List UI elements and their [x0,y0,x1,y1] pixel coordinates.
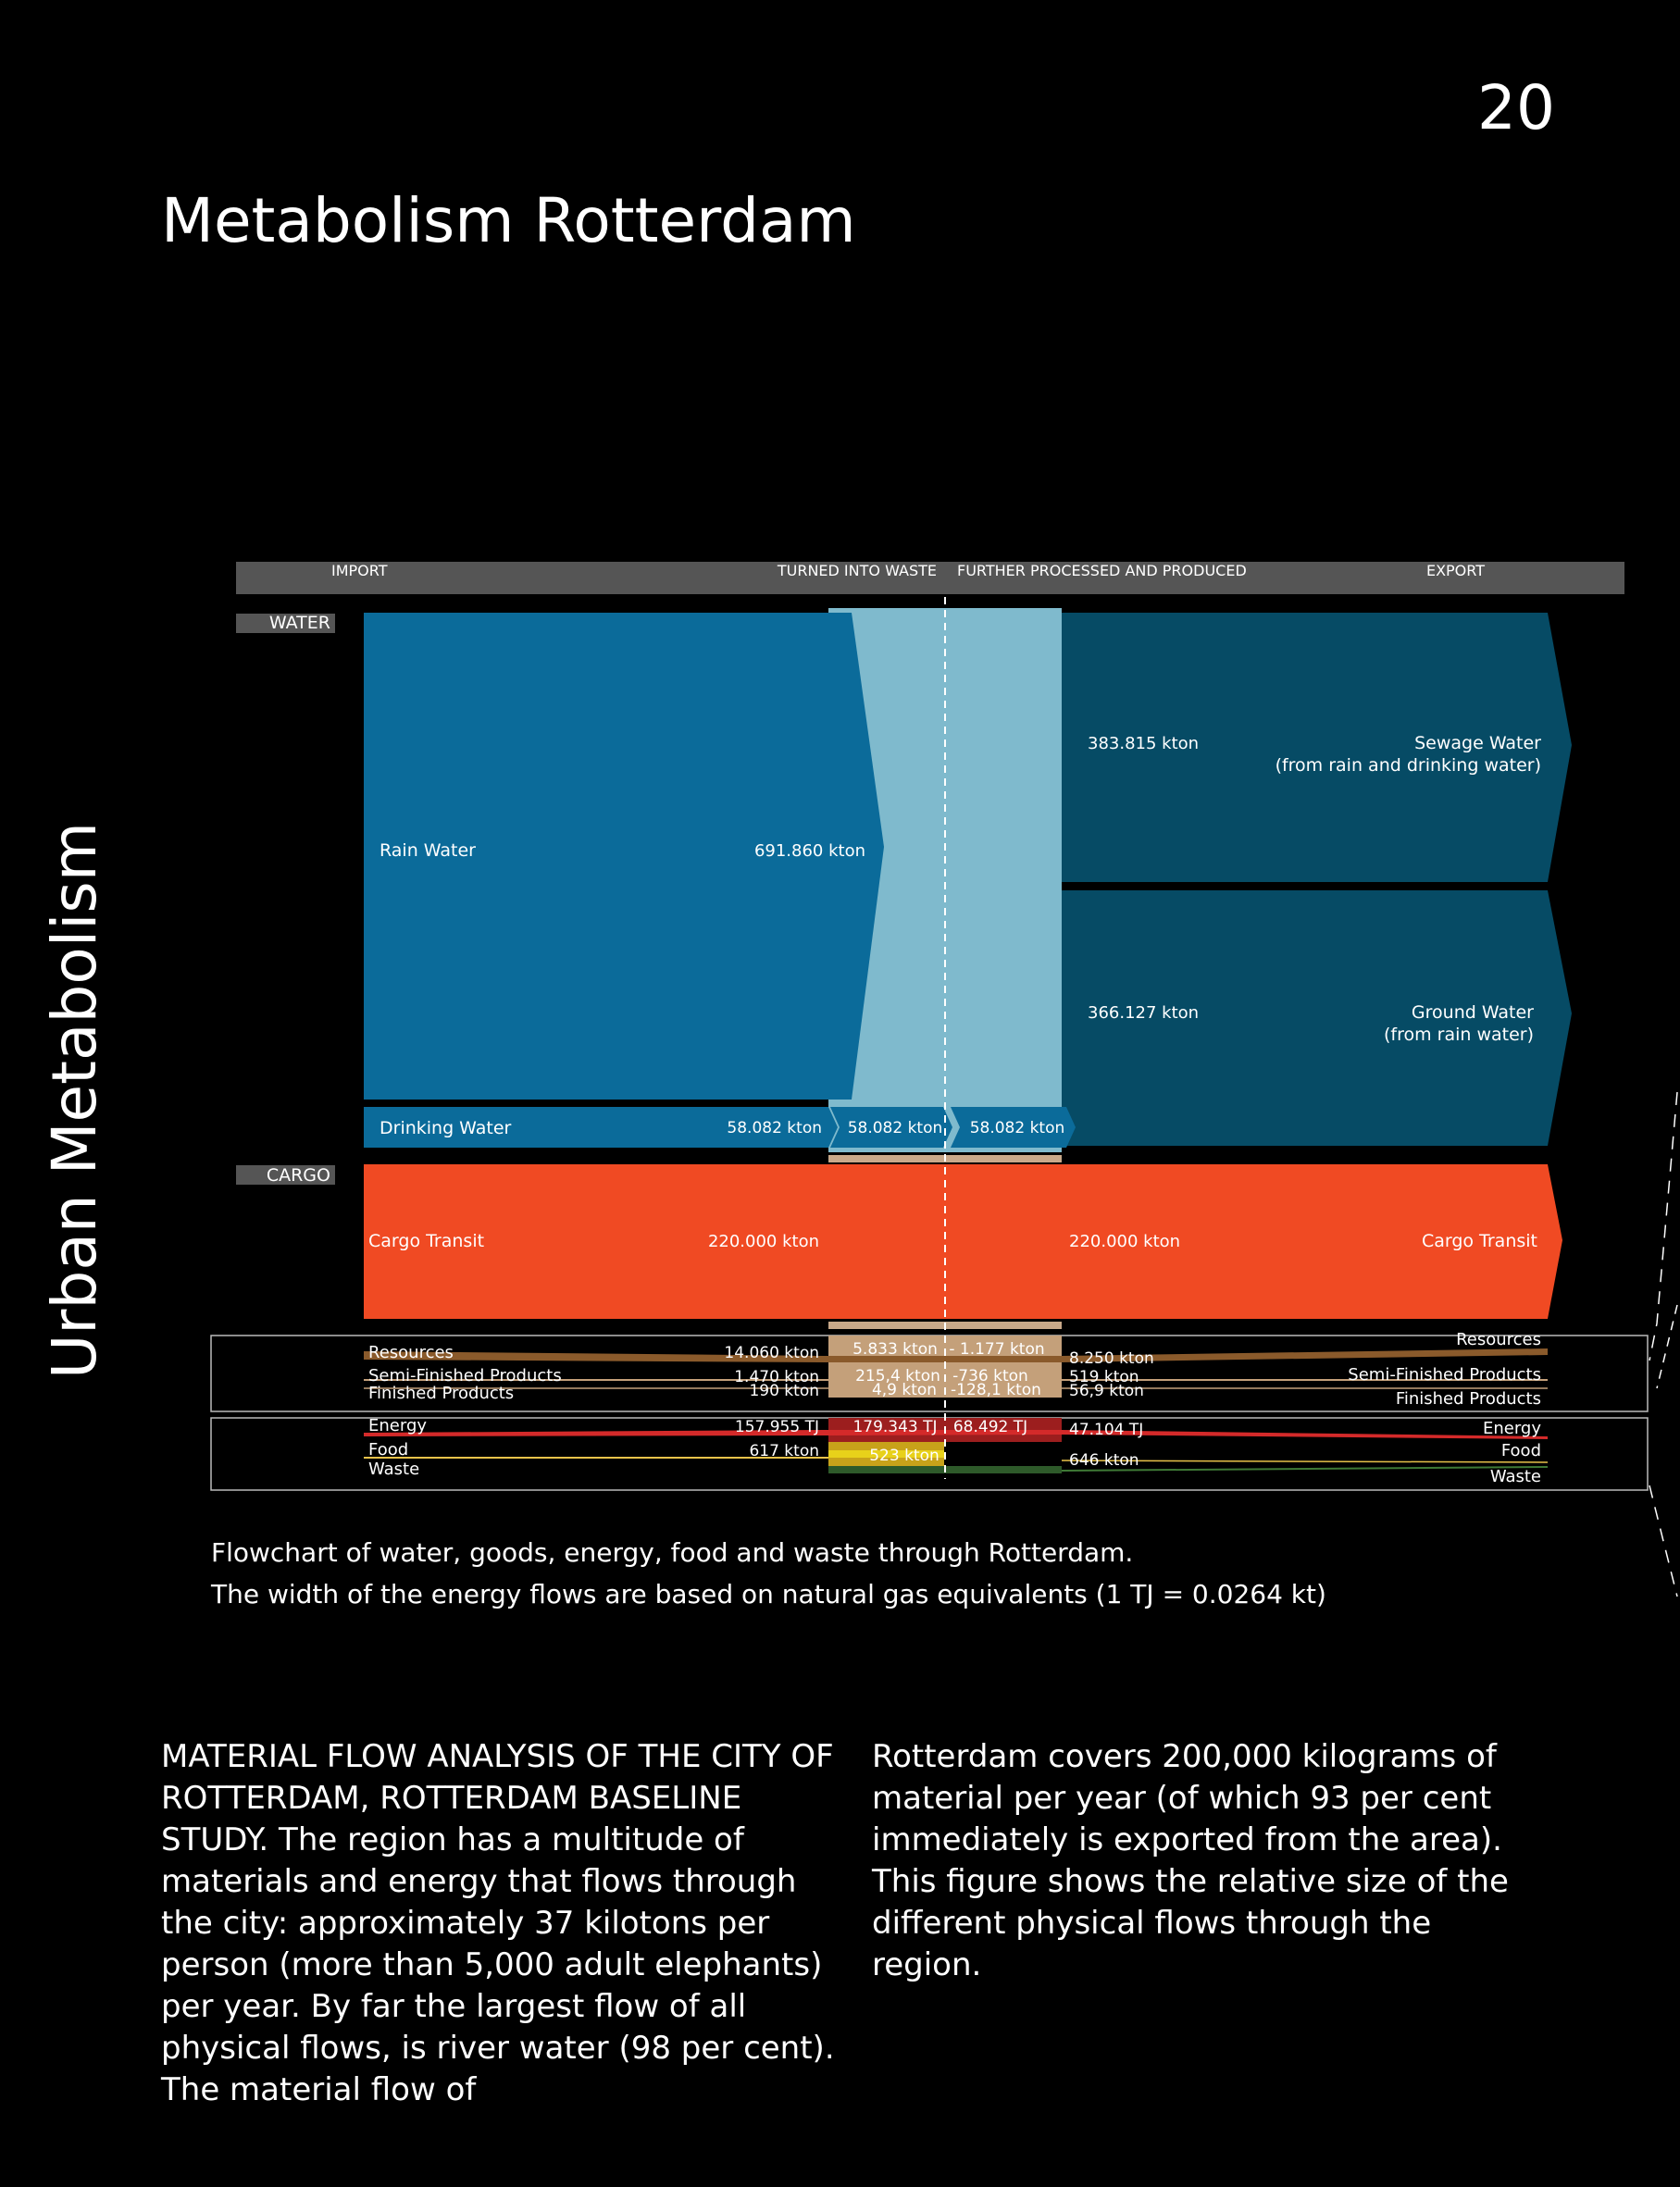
food-label: Food [368,1440,409,1460]
header-further-processed: FURTHER PROCESSED AND PRODUCED [957,562,1247,579]
sewage-water-label: Sewage Water [1414,733,1541,753]
energy-waste-value: 179.343 TJ [852,1418,938,1436]
rain-water-value: 691.860 kton [753,841,865,861]
food-import-value: 617 kton [749,1442,819,1460]
resources-waste-value: 5.833 kton [852,1340,938,1359]
connector-dashes-lower [1649,1485,1677,1597]
header-export: EXPORT [1425,562,1485,579]
ground-water-label: Ground Water [1411,1002,1534,1023]
cargo-import-value: 220.000 kton [707,1232,819,1251]
food-waste-value: 523 kton [869,1447,940,1465]
finished-import-value: 190 kton [749,1382,819,1400]
connector-dashes-mid [1657,1305,1677,1388]
ground-water-sublabel: (from rain water) [1383,1025,1534,1045]
energy-processed-value: 68.492 TJ [952,1418,1028,1436]
finished-waste-value: 4,9 kton [871,1381,938,1399]
sewage-water-sublabel: (from rain and drinking water) [1275,755,1541,776]
cargo-export-value: 220.000 kton [1069,1232,1181,1251]
page-title: Metabolism Rotterdam [161,185,856,256]
resources-export-value: 8.250 kton [1069,1349,1154,1368]
semi-finished-export-label: Semi-Finished Products [1348,1365,1541,1385]
finished-label: Finished Products [368,1384,515,1403]
semi-finished-waste-value: 215,4 kton [855,1367,940,1386]
energy-label: Energy [368,1416,428,1435]
water-tag-label: WATER [268,613,330,633]
waste-label: Waste [368,1460,420,1479]
waste-export-label: Waste [1489,1467,1541,1486]
resources-processed-value: - 1.177 kton [949,1340,1045,1359]
semi-finished-label: Semi-Finished Products [368,1366,562,1386]
food-export-label: Food [1500,1441,1541,1460]
header-import: IMPORT [331,562,388,579]
cargo-tag-label: CARGO [266,1165,330,1186]
drinking-water-label: Drinking Water [380,1118,512,1138]
caption-line-1: Flowchart of water, goods, energy, food and waste through Rotterdam. [211,1537,1134,1568]
ground-water-value: 366.127 kton [1088,1003,1200,1023]
cargo-export-label: Cargo Transit [1421,1231,1537,1251]
energy-export-value: 47.104 TJ [1069,1421,1144,1439]
resources-label: Resources [368,1343,454,1362]
semi-finished-export-value: 519 kton [1069,1368,1139,1386]
rain-water-label: Rain Water [380,840,476,861]
side-title: Urban Metabolism [39,821,110,1379]
drinking-water-waste-value: 58.082 kton [847,1119,943,1137]
energy-export-label: Energy [1482,1419,1541,1438]
resources-export-label: Resources [1456,1330,1541,1349]
drinking-water-import-value: 58.082 kton [727,1119,822,1137]
drinking-water-processed-value: 58.082 kton [969,1119,1065,1137]
finished-processed-value: -128,1 kton [951,1381,1041,1399]
food-export-value: 646 kton [1069,1451,1139,1470]
resources-import-value: 14.060 kton [724,1344,819,1362]
body-text-left: MATERIAL FLOW ANALYSIS OF THE CITY OF ROTTERDAM, ROTTERDAM BASELINE STUDY. The region has a multitude of materials and energy that flows through the city: approximately 37 kilotons per person (more than 5,000 adult elephants) per year. By far the largest flow of all physical flows, is river water (98 per cent). The material flow of [161,1738,835,2108]
semi-finished-processed-value: -736 kton [952,1367,1028,1386]
page-number: 20 [1477,72,1555,143]
sewage-water-value: 383.815 kton [1088,734,1200,753]
header-turned-into-waste: TURNED INTO WASTE [777,562,937,579]
semi-finished-import-value: 1.470 kton [734,1368,819,1386]
energy-import-value: 157.955 TJ [734,1418,819,1436]
connector-dashes-upper [1649,1092,1677,1361]
finished-export-value: 56,9 kton [1069,1382,1144,1400]
finished-export-label: Finished Products [1395,1389,1541,1409]
cargo-import-label: Cargo Transit [368,1231,485,1251]
caption-line-2: The width of the energy flows are based on natural gas equivalents (1 TJ = 0.0264 kt) [211,1579,1326,1609]
body-text-right: Rotterdam covers 200,000 kilograms of material per year (of which 93 per cent immediately is exported from the area). This figure shows the relative size of the different physical flows through the region. [872,1738,1509,1983]
cargo-transit-flow [364,1164,1562,1319]
